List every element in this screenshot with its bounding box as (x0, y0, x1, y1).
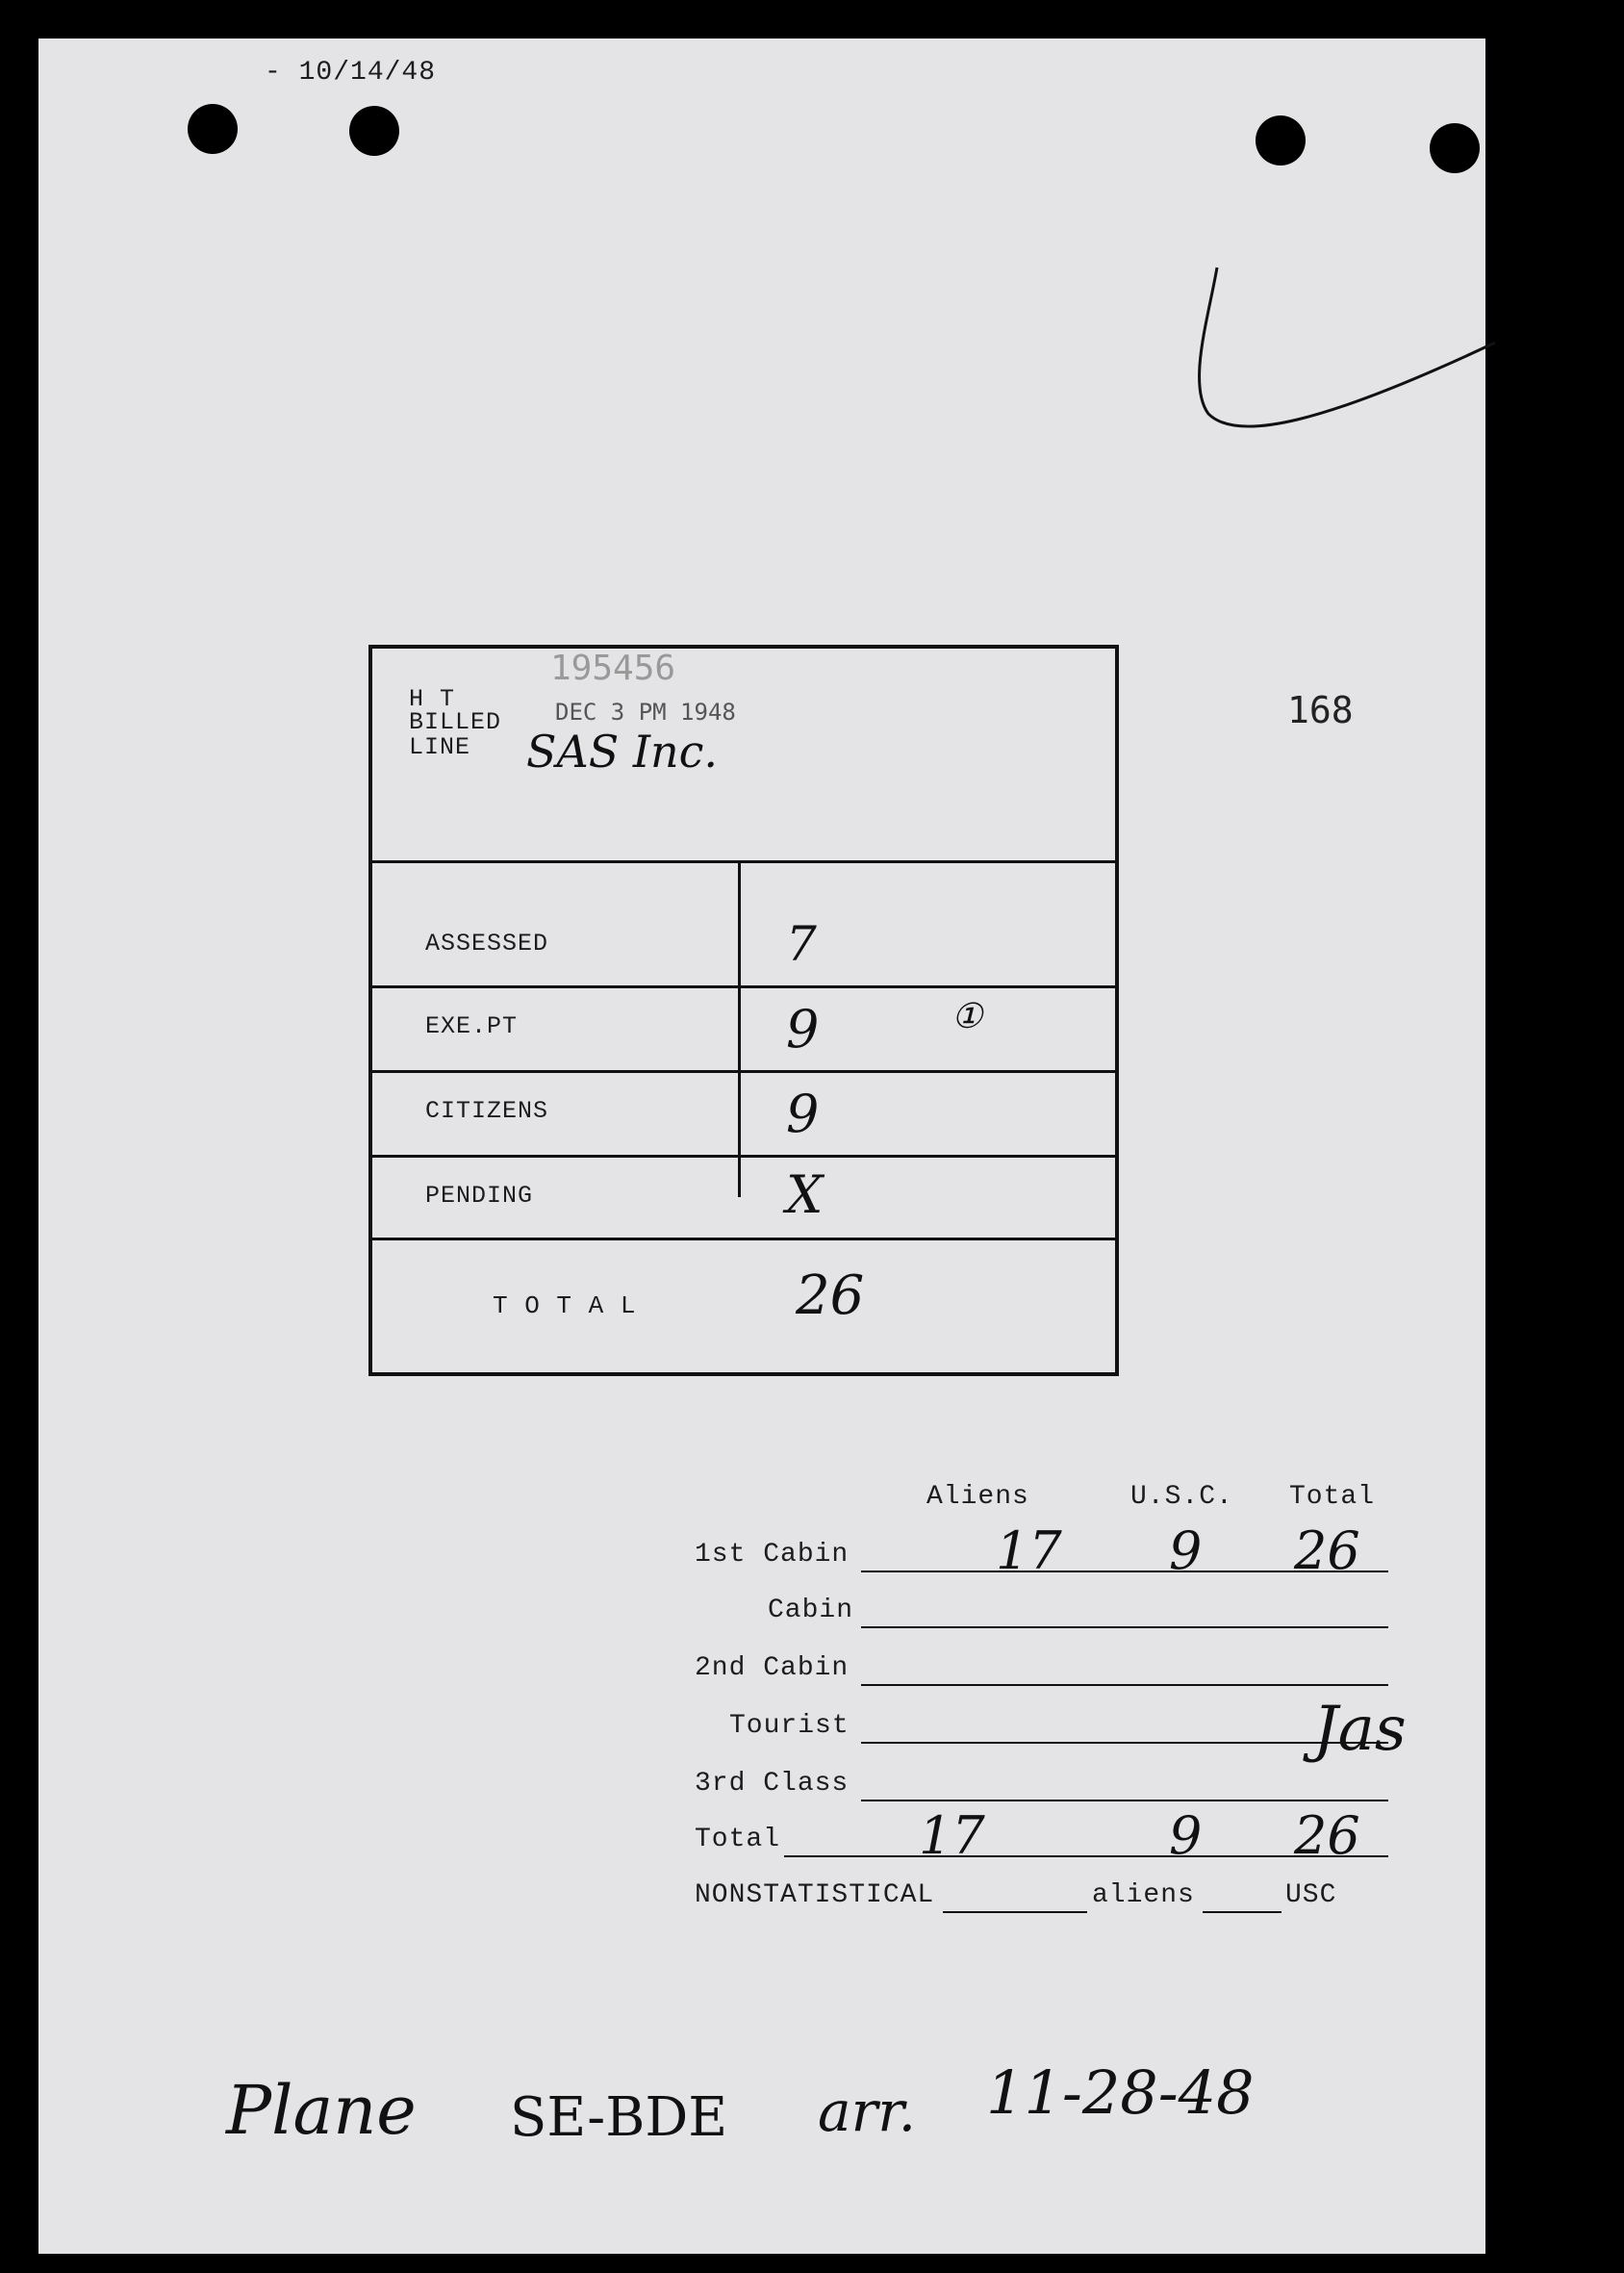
exempt-circle-mark: ① (952, 997, 983, 1036)
note-arr: arr. (818, 2079, 917, 2144)
total-total: 26 (1294, 1805, 1360, 1866)
row-underline (861, 1626, 1388, 1628)
divider (372, 1070, 1115, 1073)
punch-hole (349, 106, 399, 156)
row-label-1st-cabin: 1st Cabin (695, 1540, 850, 1570)
row-value-exempt: 9 (786, 999, 820, 1060)
punch-hole (188, 104, 238, 154)
billed-label: BILLED (409, 708, 502, 736)
punch-hole (1256, 115, 1306, 166)
row-label-cabin: Cabin (768, 1596, 854, 1625)
nonstat-aliens-label: aliens (1092, 1880, 1195, 1910)
col-header-usc: U.S.C. (1130, 1482, 1233, 1512)
divider (372, 860, 1115, 863)
divider (372, 1155, 1115, 1158)
row-label-2nd-cabin: 2nd Cabin (695, 1653, 850, 1683)
row-value-citizens: 9 (786, 1084, 820, 1144)
total-value: 26 (796, 1264, 865, 1327)
line-value: SAS Inc. (526, 726, 719, 778)
divider (372, 1238, 1115, 1240)
check-mark-icon (1170, 260, 1497, 462)
note-registration: SE-BDE (510, 2086, 728, 2149)
total-aliens: 17 (919, 1805, 985, 1866)
cabin-aliens: 17 (996, 1520, 1062, 1581)
row-underline (861, 1800, 1388, 1801)
note-plane: Plane (226, 2071, 417, 2150)
row-underline (861, 1684, 1388, 1686)
divider (738, 860, 741, 1197)
row-label-exempt: EXE.PT (425, 1012, 519, 1040)
row-label-pending: PENDING (425, 1182, 534, 1210)
billing-box (368, 645, 1119, 1376)
row-label-total: Total (695, 1825, 781, 1854)
total-usc: 9 (1169, 1805, 1203, 1866)
row-label-tourist: Tourist (729, 1711, 850, 1741)
nonstat-usc-label: USC (1285, 1880, 1337, 1910)
row-label-3rd-class: 3rd Class (695, 1769, 850, 1799)
punch-hole (1430, 123, 1480, 173)
row-value-pending: X (786, 1164, 824, 1225)
nonstat-aliens-blank (943, 1911, 1087, 1913)
row-underline (861, 1742, 1388, 1744)
cabin-usc: 9 (1169, 1520, 1203, 1581)
col-header-total: Total (1289, 1482, 1376, 1512)
note-date: 11-28-48 (986, 2057, 1255, 2128)
serial-stamp: 195456 (550, 649, 676, 688)
initials: Jas (1313, 1694, 1407, 1765)
cabin-total: 26 (1294, 1520, 1360, 1581)
nonstat-usc-blank (1203, 1911, 1281, 1913)
col-header-aliens: Aliens (926, 1482, 1029, 1512)
document-page (38, 38, 1485, 2254)
row-value-assessed: 7 (786, 916, 817, 972)
ht-label: H T (409, 685, 456, 713)
total-label: T O T A L (493, 1291, 637, 1320)
line-label: LINE (409, 733, 471, 761)
row-label-assessed: ASSESSED (425, 930, 549, 958)
divider (372, 985, 1115, 988)
row-label-citizens: CITIZENS (425, 1097, 549, 1125)
header-code-date: - 10/14/48 (265, 58, 437, 88)
nonstatistical-label: NONSTATISTICAL (695, 1880, 935, 1910)
date-stamp: DEC 3 PM 1948 (555, 699, 736, 726)
page-number: 168 (1287, 689, 1354, 731)
